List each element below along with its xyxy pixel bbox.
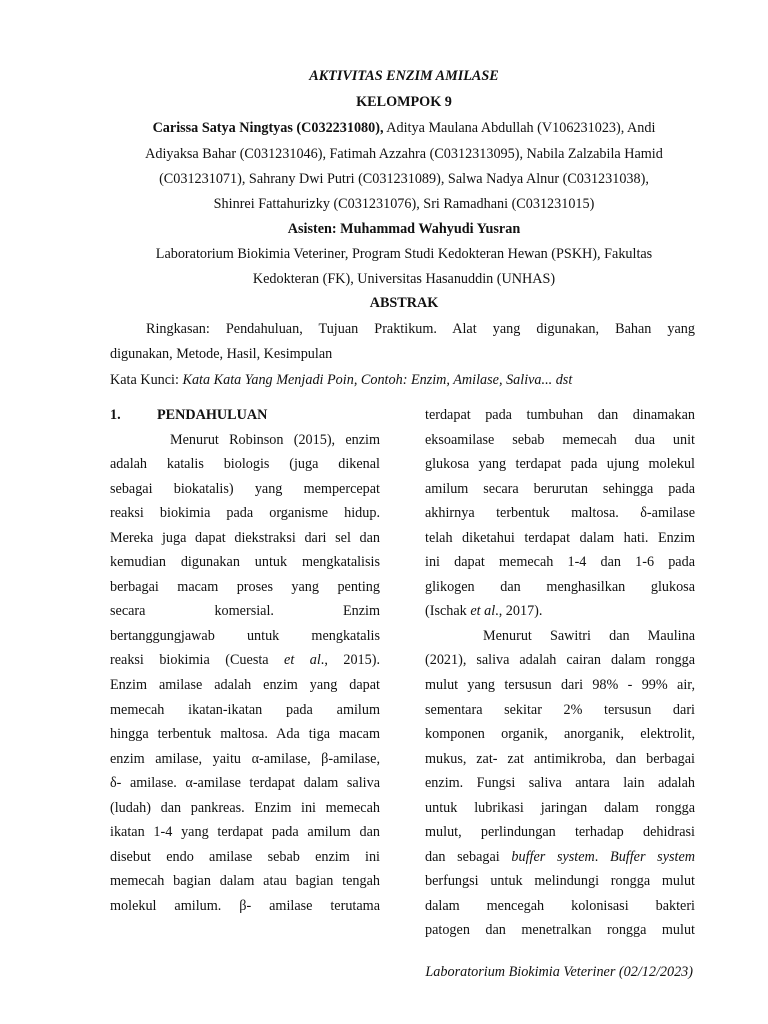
line-text: ini dapat memecah 1-4 dan 1-6 pada: [425, 554, 695, 571]
first-author: Carissa Satya Ningtyas (C032231080),: [152, 120, 384, 136]
italic-text: et al: [284, 652, 321, 669]
page-footer: Laboratorium Biokimia Veteriner (02/12/2023): [425, 964, 693, 980]
line-text: memecah ikatan-ikatan pada amilum: [110, 701, 380, 718]
paragraph-line: [110, 477, 380, 502]
line-text: (2021), saliva adalah cairan dalam rongga: [425, 652, 695, 669]
paragraph-line: [425, 428, 695, 453]
line-text: mulut, perlindungan terhadap dehidrasi: [425, 824, 695, 841]
paragraph-line: [425, 575, 695, 600]
paragraph-line: [110, 452, 380, 477]
abstract-summary-line-2: digunakan, Metode, Hasil, Kesimpulan: [110, 346, 333, 362]
line-text: berfungsi untuk melindungi rongga mulut: [425, 873, 695, 890]
assistant-name: Asisten: Muhammad Wahyudi Yusran: [287, 221, 521, 237]
paragraph-line: [425, 722, 695, 747]
line-text: Enzim amilase adalah enzim yang dapat: [110, 677, 380, 694]
paragraph-line: [425, 501, 695, 526]
paragraph-line: [110, 796, 380, 821]
italic-text: et al: [470, 603, 496, 620]
keywords-label: Kata Kunci:: [110, 372, 183, 388]
line-text: dalam mencegah kolonisasi bakteri: [425, 897, 695, 914]
paragraph-line: [110, 550, 380, 575]
section-title: PENDAHULUAN: [157, 407, 268, 423]
line-text: dan sebagai: [425, 848, 512, 865]
line-text: Menurut Sawitri dan Maulina: [483, 627, 695, 644]
paragraph-line: [110, 673, 380, 698]
authors-line-1: [100, 118, 708, 138]
line-text: patogen dan menetralkan rongga mulut: [425, 922, 695, 939]
paragraph-line: [110, 845, 380, 870]
line-text: mukus, zat- zat antimikroba, dan berbagai: [425, 750, 695, 767]
paragraph-line: [110, 771, 380, 796]
paragraph-line: [110, 722, 380, 747]
paragraph-line: [425, 894, 695, 919]
authors-line-4: Shinrei Fattahurizky (C031231076), Sri Ramadhani (C031231015): [213, 196, 595, 212]
affiliation-line-2: Kedokteran (FK), Universitas Hasanuddin (UNHAS): [252, 271, 556, 287]
paragraph-line: [425, 869, 695, 894]
paragraph-line: [425, 747, 695, 772]
line-text: adalah katalis biologis (juga dikenal: [110, 456, 380, 473]
paragraph-line: [425, 918, 695, 943]
line-text: Menurut Robinson (2015), enzim: [170, 431, 380, 448]
paragraph-line: [425, 526, 695, 551]
paragraph-line: [110, 648, 380, 673]
line-text: reaksi biokimia pada organisme hidup.: [110, 505, 380, 522]
keywords-line: [110, 370, 695, 390]
section-number: 1.: [110, 407, 121, 423]
line-text: telah diketahui terdapat dalam hati. Enzim: [425, 529, 695, 546]
line-text: sebagai biokatalis) yang mempercepat: [110, 480, 380, 497]
line-text: sementara sekitar 2% tersusun dari: [425, 701, 695, 718]
line-text: amilum secara berurutan sehingga pada: [425, 480, 695, 497]
right-column: [425, 403, 695, 943]
line-text: terdapat pada tumbuhan dan dinamakan: [425, 407, 695, 423]
paragraph-line: [425, 550, 695, 575]
line-text: reaksi biokimia (Cuesta: [110, 652, 285, 669]
paragraph-line: [110, 575, 380, 600]
paragraph-line: [110, 820, 380, 845]
line-text: secara komersial. Enzim: [110, 603, 380, 620]
abstract-summary-line-1: Ringkasan: Pendahuluan, Tujuan Praktikum. Alat yang digunakan, Bahan yang: [146, 321, 695, 337]
line-text: ., 2017).: [495, 603, 543, 620]
line-text: (Ischak: [425, 603, 471, 620]
line-text: eksoamilase sebab memecah dua unit: [425, 431, 695, 448]
paragraph-line: [110, 698, 380, 723]
section-heading: [110, 403, 380, 428]
affiliation-line-1: Laboratorium Biokimia Veteriner, Program Studi Kedokteran Hewan (PSKH), Fakultas: [155, 246, 653, 262]
paragraph-line: [110, 624, 380, 649]
italic-text: buffer system: [511, 848, 595, 865]
line-text: kemudian digunakan untuk mengkatalisis: [110, 554, 380, 571]
line-text: memecah bagian dalam atau bagian tengah: [110, 873, 380, 890]
line-text: berbagai macam proses yang penting: [110, 578, 380, 595]
authors-line-1-rest: Aditya Maulana Abdullah (V106231023), Andi: [383, 120, 656, 136]
paragraph-line: [425, 820, 695, 845]
paragraph-line: [425, 452, 695, 477]
paragraph-line: [110, 599, 380, 624]
line-text: akhirnya terbentuk maltosa. δ-amilase: [425, 505, 695, 522]
group-name: KELOMPOK 9: [356, 94, 452, 110]
line-text: enzim. Fungsi saliva antara lain adalah: [425, 775, 695, 792]
paragraph-line: [110, 428, 380, 453]
line-text: glikogen dan menghasilkan glukosa: [425, 578, 695, 595]
line-text: ., 2015).: [320, 652, 380, 669]
keywords-value: Kata Kata Yang Menjadi Poin, Contoh: Enzim, Amilase, Saliva... dst: [182, 372, 573, 388]
line-text: Mereka juga dapat diekstraksi dari sel dan: [110, 529, 380, 546]
line-text: δ- amilase. α-amilase terdapat dalam saliva: [110, 775, 380, 792]
paragraph-line: [110, 747, 380, 772]
line-text: ikatan 1-4 yang terdapat pada amilum dan: [110, 824, 380, 841]
line-text: hingga terbentuk maltosa. Ada tiga macam: [110, 726, 380, 743]
line-text: komponen organik, anorganik, elektrolit,: [425, 726, 695, 743]
authors-line-2: Adiyaksa Bahar (C031231046), Fatimah Azzahra (C0312313095), Nabila Zalzabila Hamid: [145, 146, 663, 162]
line-text: bertanggungjawab untuk mengkatalis: [110, 627, 380, 644]
paragraph-line: [425, 648, 695, 673]
paragraph-line: [425, 477, 695, 502]
paragraph-line: [110, 526, 380, 551]
paragraph-line: [110, 894, 380, 919]
paragraph-line: [425, 845, 695, 870]
paragraph-line: [110, 501, 380, 526]
paragraph-line: [425, 624, 695, 649]
italic-text: Buffer system: [610, 848, 695, 865]
paragraph-line: [425, 403, 695, 428]
line-text: .: [594, 848, 611, 865]
line-text: untuk lubrikasi jaringan dalam rongga: [425, 799, 695, 816]
paragraph-line: [425, 796, 695, 821]
document-title: AKTIVITAS ENZIM AMILASE: [309, 68, 499, 84]
line-text: glukosa yang terdapat pada ujung molekul: [425, 456, 695, 473]
paragraph-line: [425, 771, 695, 796]
line-text: molekul amilum. β- amilase terutama: [110, 897, 380, 914]
left-column: [110, 403, 380, 918]
abstract-heading: ABSTRAK: [369, 295, 439, 311]
line-text: disebut endo amilase sebab enzim ini: [110, 848, 380, 865]
authors-line-3: (C031231071), Sahrany Dwi Putri (C031231089), Salwa Nadya Alnur (C031231038),: [159, 171, 649, 187]
line-text: enzim amilase, yaitu α-amilase, β-amilase,: [110, 750, 380, 767]
paragraph-line: [425, 599, 695, 624]
paragraph-line: [425, 698, 695, 723]
paragraph-line: [425, 673, 695, 698]
line-text: mulut yang tersusun dari 98% - 99% air,: [425, 677, 695, 694]
line-text: (ludah) dan pankreas. Enzim ini memecah: [110, 799, 380, 816]
paragraph-line: [110, 869, 380, 894]
